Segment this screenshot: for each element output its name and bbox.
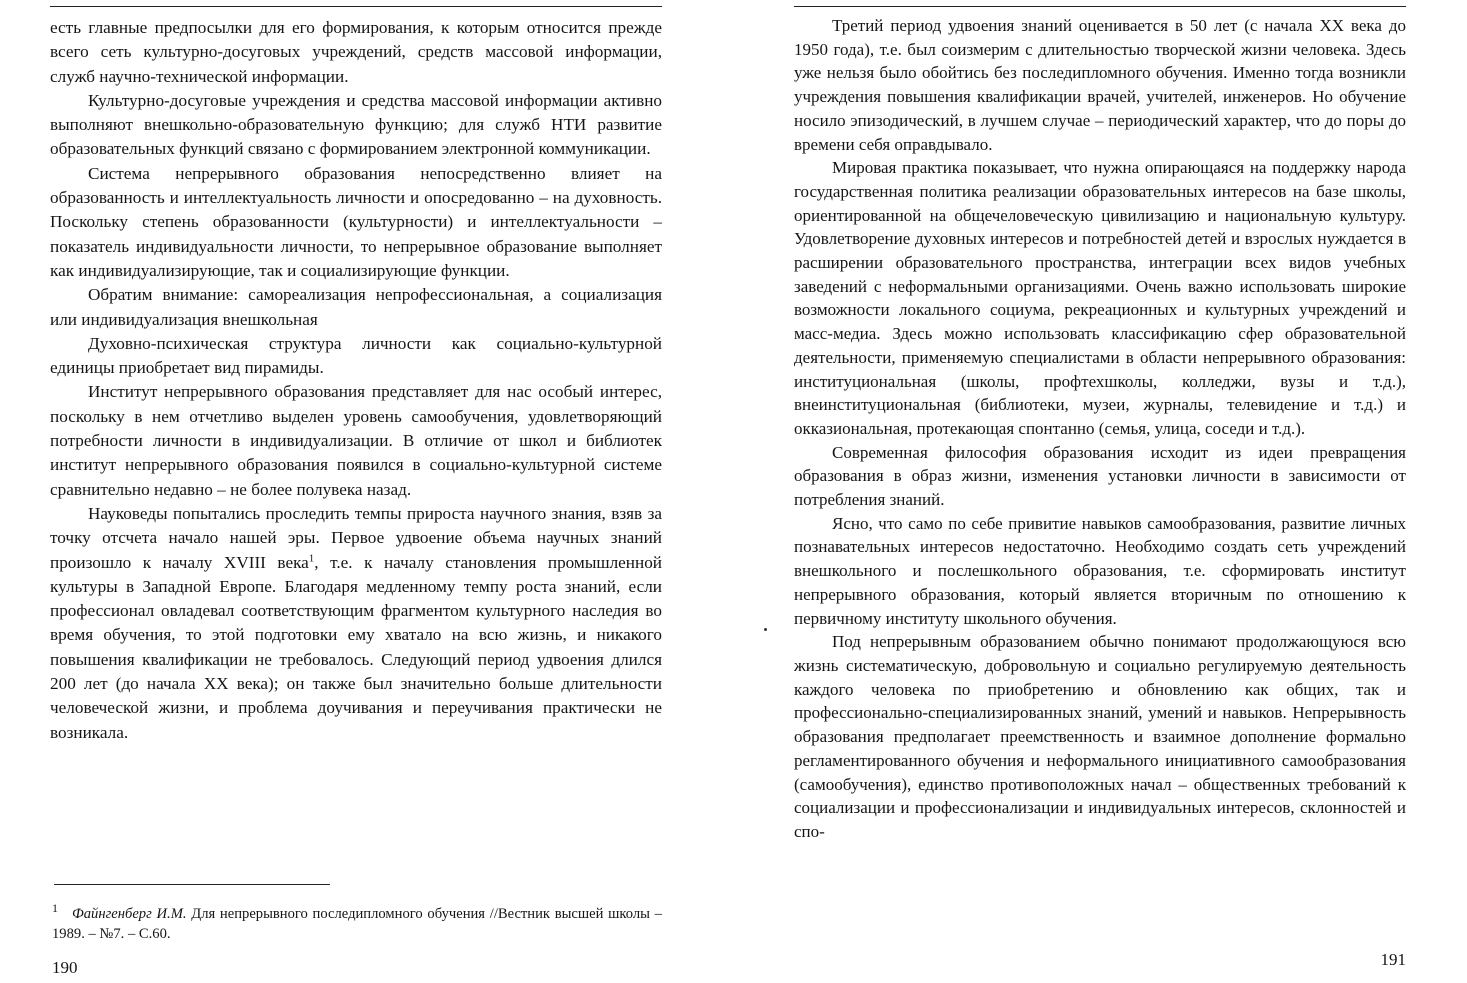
paragraph: Мировая практика показывает, что нужна опирающаяся на поддержку народа государственная политика реализации образовательных интересов на базе школы, ориентированной на общечеловеческую цивилизацию и национальную культуру. Удовлетворение духовных интересов и потребностей детей и взрослых нуждается в расширении образовательного пространства, интеграции всех видов учебных заведений с неформальными организациями. Очень важно использовать широкие возможности локального социума, рекреационных и культурных учреждений и масс-медиа. Здесь можно использовать классификацию сфер образовательной деятельности, применяемую специалистами в области непрерывного образования: институциональная (школы, профтехшколы, колледжи, вузы и т.д.), внеинституциональная (библиотеки, музеи, журналы, телевидение и т.д.) и окказиональная, протекающая спонтанно (семья, улица, соседи и т.д.). xyxy=(794,158,1406,438)
right-page-text xyxy=(794,14,1406,844)
left-page-text xyxy=(50,16,662,745)
footnote-mark: 1 xyxy=(52,901,58,915)
top-rule xyxy=(794,6,1406,7)
paragraph: Обратим внимание: самореализация непрофессиональная, а социализация или индивидуализация внешкольная xyxy=(50,285,662,329)
footnote-rule xyxy=(54,884,330,885)
paragraph: есть главные предпосылки для его формирования, к которым относится прежде всего сеть культурно-досуговых учреждений, средств массовой информации, служб научно-технической информации. xyxy=(50,18,662,86)
paragraph: Духовно-психическая структура личности как социально-культурной единицы приобретает вид пирамиды. xyxy=(50,333,662,378)
paragraph-with-footnote xyxy=(50,502,662,745)
footnote-reference: 1 xyxy=(308,551,315,564)
paragraph: Третий период удвоения знаний оценивается в 50 лет (с начала XX века до 1950 года), т.е. был соизмерим с длительностью творческой жизни человека. Здесь уже нельзя было обойтись без последипломного обучения. Именно тогда возникли учреждения повышения квалификации врачей, учителей, инженеров. Но обучение носило эпизодический, в лучшем случае – периодический характер, что до поры до времени себя оправдывало. xyxy=(794,16,1406,154)
margin-mark xyxy=(764,628,767,631)
paragraph: Современная философия образования исходит из идеи превращения образования в образ жизни, изменения установки личности в зависимости от потребления знаний. xyxy=(794,442,1406,510)
paragraph-text: , т.е. к началу становления промышленной культуры в Западной Европе. Благодаря медленному темпу роста знаний, если профессионал овладевал соответствующим фрагментом культурного наследия во время обучения, то этой подготовки ему хватало на всю жизнь, и никакого повышения квалификации не требовалось. Следующий период удвоения длился 200 лет (до начала XX века); он также был значительно больше длительности человеческой жизни, и проблема доучивания и переучивания практически не возникала. xyxy=(50,552,662,742)
top-rule xyxy=(50,6,662,7)
paragraph: Под непрерывным образованием обычно понимают продолжающуюся всю жизнь систематическую, добровольную и социально регулируемую деятельность каждого человека по приобретению и обновлению как общих, так и профессионально-специализированных знаний, умений и навыков. Непрерывность образования предполагает преемственность и взаимное дополнение формально регламентированного обучения и неформального инициативного самообразования (самообучения), единство противоположных начал – общественных требований к социализации и профессионализации и индивидуальных интересов, склонностей и спо- xyxy=(794,632,1406,841)
paragraph: Ясно, что само по себе привитие навыков самообразования, развитие личных познавательных интересов недостаточно. Необходимо создать сеть учреждений внешкольного и послешкольного образования, т.е. сформировать институт непрерывного образования, который является вторичным по отношению к первичному институту школьного обучения. xyxy=(794,513,1406,628)
page-number: 191 xyxy=(1380,950,1406,969)
left-page xyxy=(50,0,662,983)
footnote xyxy=(52,898,662,944)
right-page xyxy=(794,0,1406,983)
paragraph: Система непрерывного образования непосредственно влияет на образованность и интеллектуальность личности и опосредованно – на духовность. Поскольку степень образованности (культурности) и интеллектуальности – показатель индивидуальности личности, то непрерывное образование выполняет как индивидуализирующие, так и социализирующие функции. xyxy=(50,163,662,280)
footnote-text: Для непрерывного последипломного обучения //Вестник высшей школы – 1989. – №7. – С.60. xyxy=(52,905,662,942)
paragraph-text: Науковеды попытались проследить темпы прироста научного знания, взяв за точку отсчета начало нашей эры. Первое удвоение объема научных знаний произошло к началу XVIII века xyxy=(50,503,662,572)
paragraph: Культурно-досуговые учреждения и средства массовой информации активно выполняют внешкольно-образовательную функцию; для служб НТИ развитие образовательных функций связано с формированием электронной коммуникации. xyxy=(50,90,662,159)
page-number: 190 xyxy=(52,958,78,977)
footnote-author: Файнгенберг И.М. xyxy=(72,905,187,922)
paragraph: Институт непрерывного образования представляет для нас особый интерес, поскольку в нем отчетливо выделен уровень самообучения, удовлетворяющий потребности личности в индивидуализации. В отличие от школ и библиотек институт непрерывного образования появился в социально-культурной системе сравнительно недавно – не более полувека назад. xyxy=(50,382,662,499)
